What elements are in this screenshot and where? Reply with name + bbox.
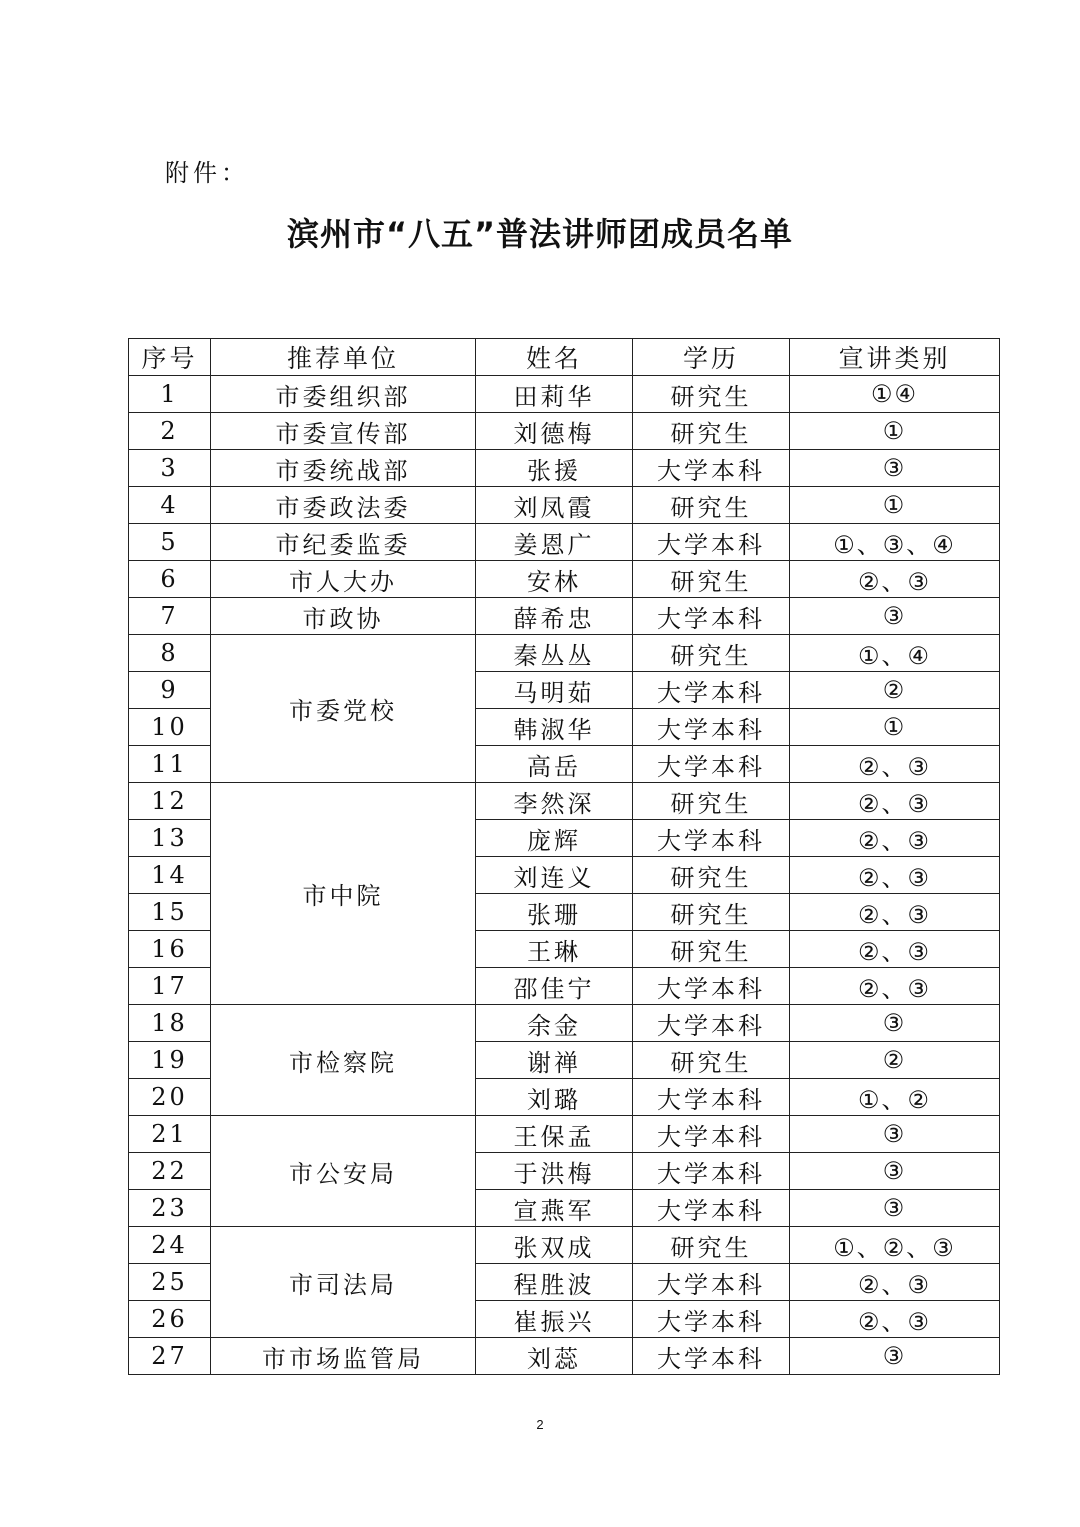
unit-cell: 市检察院 <box>211 1005 476 1116</box>
table-row <box>129 598 1000 635</box>
category-cell: ①、②、③ <box>790 1227 1000 1264</box>
row-index-cell: 17 <box>129 968 211 1005</box>
category-cell: ② <box>790 672 1000 709</box>
row-index-cell: 26 <box>129 1301 211 1338</box>
name-cell: 刘德梅 <box>476 413 633 450</box>
education-cell: 大学本科 <box>633 1264 790 1301</box>
education-cell: 研究生 <box>633 487 790 524</box>
row-index-cell: 6 <box>129 561 211 598</box>
category-cell: ①④ <box>790 376 1000 413</box>
category-cell: ③ <box>790 1190 1000 1227</box>
education-cell: 大学本科 <box>633 1079 790 1116</box>
row-index-cell: 27 <box>129 1338 211 1375</box>
category-cell: ② <box>790 1042 1000 1079</box>
row-index-cell: 7 <box>129 598 211 635</box>
education-cell: 大学本科 <box>633 1153 790 1190</box>
row-index-cell: 14 <box>129 857 211 894</box>
header-cell-education: 学历 <box>633 339 790 376</box>
category-cell: ① <box>790 487 1000 524</box>
education-cell: 研究生 <box>633 561 790 598</box>
table-body <box>129 376 1000 1375</box>
category-cell: ①、④ <box>790 635 1000 672</box>
education-cell: 研究生 <box>633 1042 790 1079</box>
row-index-cell: 16 <box>129 931 211 968</box>
education-cell: 大学本科 <box>633 746 790 783</box>
table-row <box>129 783 1000 820</box>
table-header <box>129 339 1000 376</box>
category-cell: ③ <box>790 1338 1000 1375</box>
header-cell-index: 序号 <box>129 339 211 376</box>
row-index-cell: 20 <box>129 1079 211 1116</box>
row-index-cell: 25 <box>129 1264 211 1301</box>
education-cell: 大学本科 <box>633 1005 790 1042</box>
category-cell: ③ <box>790 1116 1000 1153</box>
table-row <box>129 1227 1000 1264</box>
unit-cell: 市公安局 <box>211 1116 476 1227</box>
education-cell: 大学本科 <box>633 968 790 1005</box>
unit-cell: 市市场监管局 <box>211 1338 476 1375</box>
category-cell: ①、③、④ <box>790 524 1000 561</box>
row-index-cell: 2 <box>129 413 211 450</box>
name-cell: 秦丛丛 <box>476 635 633 672</box>
table-row <box>129 524 1000 561</box>
roster-table <box>128 338 1000 1375</box>
row-index-cell: 4 <box>129 487 211 524</box>
name-cell: 刘凤霞 <box>476 487 633 524</box>
name-cell: 张双成 <box>476 1227 633 1264</box>
education-cell: 大学本科 <box>633 450 790 487</box>
table-row <box>129 487 1000 524</box>
header-cell-category: 宣讲类别 <box>790 339 1000 376</box>
education-cell: 研究生 <box>633 635 790 672</box>
row-index-cell: 24 <box>129 1227 211 1264</box>
row-index-cell: 22 <box>129 1153 211 1190</box>
unit-cell: 市司法局 <box>211 1227 476 1338</box>
row-index-cell: 3 <box>129 450 211 487</box>
education-cell: 研究生 <box>633 783 790 820</box>
education-cell: 研究生 <box>633 413 790 450</box>
education-cell: 研究生 <box>633 1227 790 1264</box>
name-cell: 薛希忠 <box>476 598 633 635</box>
row-index-cell: 11 <box>129 746 211 783</box>
page-number: 2 <box>536 1417 544 1432</box>
name-cell: 王琳 <box>476 931 633 968</box>
education-cell: 大学本科 <box>633 598 790 635</box>
name-cell: 宣燕军 <box>476 1190 633 1227</box>
row-index-cell: 15 <box>129 894 211 931</box>
category-cell: ②、③ <box>790 968 1000 1005</box>
row-index-cell: 19 <box>129 1042 211 1079</box>
category-cell: ① <box>790 413 1000 450</box>
row-index-cell: 5 <box>129 524 211 561</box>
row-index-cell: 18 <box>129 1005 211 1042</box>
name-cell: 刘璐 <box>476 1079 633 1116</box>
category-cell: ②、③ <box>790 1301 1000 1338</box>
category-cell: ②、③ <box>790 857 1000 894</box>
table-row <box>129 561 1000 598</box>
education-cell: 大学本科 <box>633 1116 790 1153</box>
name-cell: 邵佳宁 <box>476 968 633 1005</box>
name-cell: 张援 <box>476 450 633 487</box>
unit-cell: 市委宣传部 <box>211 413 476 450</box>
table-row <box>129 1338 1000 1375</box>
row-index-cell: 10 <box>129 709 211 746</box>
name-cell: 高岳 <box>476 746 633 783</box>
name-cell: 刘连义 <box>476 857 633 894</box>
unit-cell: 市人大办 <box>211 561 476 598</box>
unit-cell: 市委统战部 <box>211 450 476 487</box>
unit-cell: 市委政法委 <box>211 487 476 524</box>
category-cell: ③ <box>790 450 1000 487</box>
education-cell: 研究生 <box>633 376 790 413</box>
name-cell: 李然深 <box>476 783 633 820</box>
table-row <box>129 1116 1000 1153</box>
category-cell: ① <box>790 709 1000 746</box>
row-index-cell: 23 <box>129 1190 211 1227</box>
row-index-cell: 21 <box>129 1116 211 1153</box>
header-row <box>129 339 1000 376</box>
education-cell: 大学本科 <box>633 820 790 857</box>
name-cell: 程胜波 <box>476 1264 633 1301</box>
category-cell: ②、③ <box>790 561 1000 598</box>
row-index-cell: 8 <box>129 635 211 672</box>
education-cell: 大学本科 <box>633 524 790 561</box>
row-index-cell: 12 <box>129 783 211 820</box>
education-cell: 大学本科 <box>633 1301 790 1338</box>
name-cell: 余金 <box>476 1005 633 1042</box>
unit-cell: 市政协 <box>211 598 476 635</box>
table-row <box>129 376 1000 413</box>
category-cell: ③ <box>790 598 1000 635</box>
category-cell: ②、③ <box>790 894 1000 931</box>
education-cell: 研究生 <box>633 931 790 968</box>
row-index-cell: 13 <box>129 820 211 857</box>
category-cell: ②、③ <box>790 1264 1000 1301</box>
unit-cell: 市委党校 <box>211 635 476 783</box>
row-index-cell: 9 <box>129 672 211 709</box>
row-index-cell: 1 <box>129 376 211 413</box>
category-cell: ②、③ <box>790 820 1000 857</box>
education-cell: 研究生 <box>633 857 790 894</box>
name-cell: 张珊 <box>476 894 633 931</box>
table-row <box>129 635 1000 672</box>
education-cell: 研究生 <box>633 894 790 931</box>
name-cell: 王保孟 <box>476 1116 633 1153</box>
category-cell: ①、② <box>790 1079 1000 1116</box>
name-cell: 谢禅 <box>476 1042 633 1079</box>
name-cell: 安林 <box>476 561 633 598</box>
name-cell: 马明茹 <box>476 672 633 709</box>
education-cell: 大学本科 <box>633 1338 790 1375</box>
name-cell: 刘蕊 <box>476 1338 633 1375</box>
category-cell: ②、③ <box>790 746 1000 783</box>
name-cell: 崔振兴 <box>476 1301 633 1338</box>
name-cell: 姜恩广 <box>476 524 633 561</box>
category-cell: ③ <box>790 1005 1000 1042</box>
unit-cell: 市中院 <box>211 783 476 1005</box>
header-cell-unit: 推荐单位 <box>211 339 476 376</box>
name-cell: 田莉华 <box>476 376 633 413</box>
category-cell: ②、③ <box>790 783 1000 820</box>
unit-cell: 市纪委监委 <box>211 524 476 561</box>
document-title: 滨州市“八五”普法讲师团成员名单 <box>286 215 794 253</box>
header-cell-name: 姓名 <box>476 339 633 376</box>
name-cell: 于洪梅 <box>476 1153 633 1190</box>
table-row <box>129 450 1000 487</box>
education-cell: 大学本科 <box>633 709 790 746</box>
unit-cell: 市委组织部 <box>211 376 476 413</box>
category-cell: ③ <box>790 1153 1000 1190</box>
name-cell: 韩淑华 <box>476 709 633 746</box>
education-cell: 大学本科 <box>633 672 790 709</box>
table-row <box>129 1005 1000 1042</box>
name-cell: 庞辉 <box>476 820 633 857</box>
attachment-label: 附件： <box>165 159 249 187</box>
education-cell: 大学本科 <box>633 1190 790 1227</box>
table-row <box>129 413 1000 450</box>
category-cell: ②、③ <box>790 931 1000 968</box>
